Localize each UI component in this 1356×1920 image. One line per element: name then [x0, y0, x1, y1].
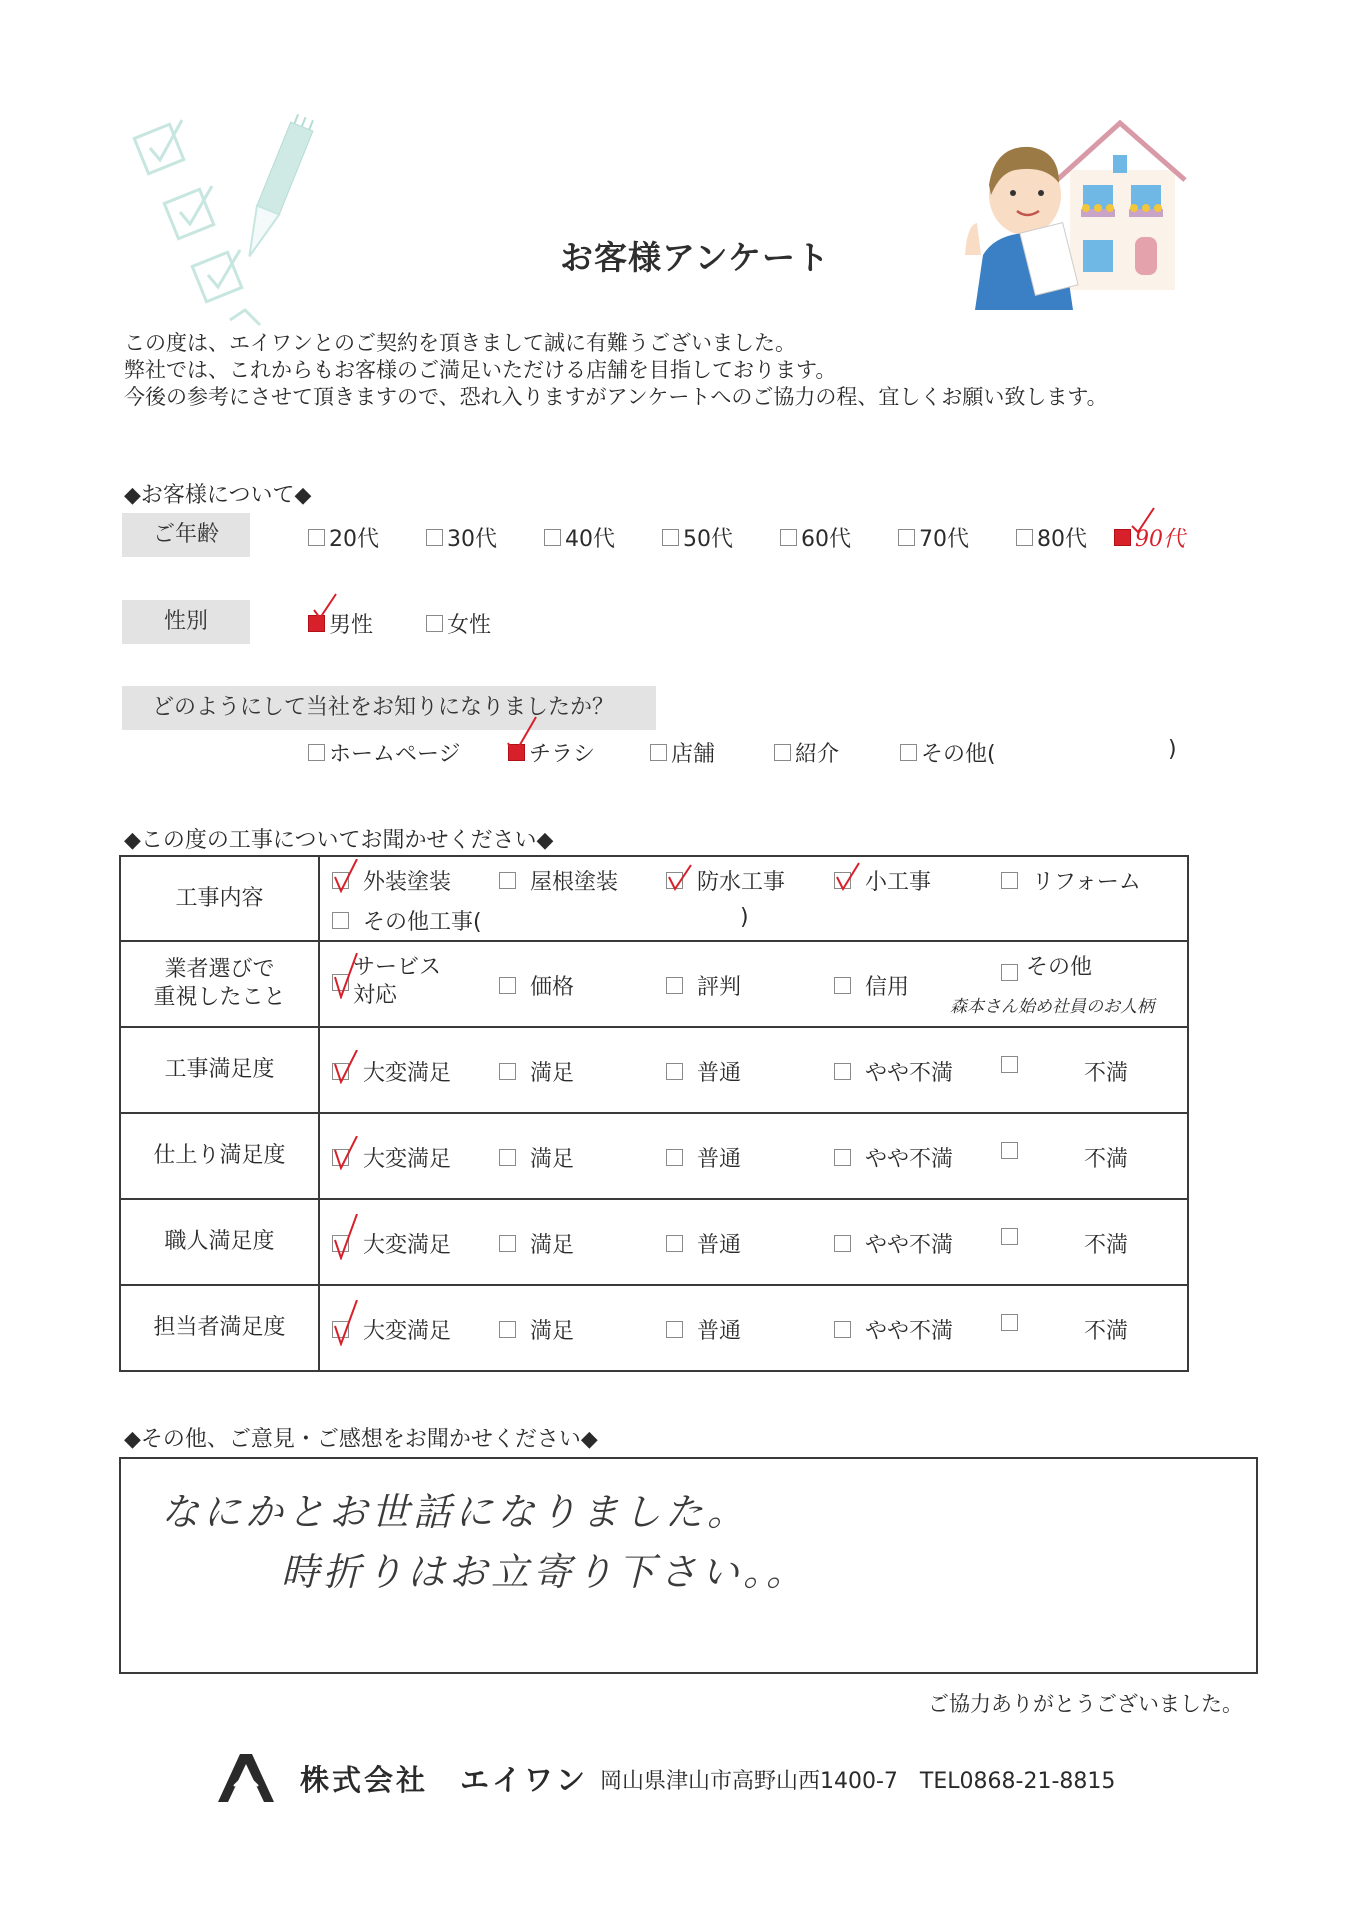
checkbox[interactable]: [1001, 964, 1018, 981]
age-option-60s[interactable]: 60代: [780, 522, 851, 553]
rating-option-somewhat-dissatisfied[interactable]: やや不満: [834, 1056, 953, 1087]
red-check-mark-icon: [333, 1300, 359, 1346]
source-options: [308, 737, 1208, 767]
checkbox[interactable]: [332, 912, 349, 929]
reason-option-service[interactable]: サービス 対応: [332, 954, 441, 1010]
checkbox-checked[interactable]: [666, 872, 683, 889]
rating-option-very-satisfied[interactable]: 大変満足: [332, 1314, 451, 1345]
checkbox-checked[interactable]: [834, 872, 851, 889]
checkbox[interactable]: [499, 1235, 516, 1252]
red-check-mark-icon: [333, 1136, 359, 1170]
page-title: お客様アンケート: [560, 238, 831, 277]
checkbox[interactable]: [834, 1235, 851, 1252]
rating-label-dissatisfied: 不満: [1084, 1147, 1129, 1172]
row-label: 担当者満足度: [120, 1285, 319, 1371]
rating-label-dissatisfied: 不満: [1084, 1319, 1129, 1344]
rating-option-dissatisfied[interactable]: [1001, 1142, 1032, 1159]
work-option-waterproofing[interactable]: 防水工事: [666, 865, 785, 896]
rating-option-normal[interactable]: 普通: [666, 1142, 741, 1173]
table-row-selection-reason: [120, 941, 1188, 1027]
reason-option-price[interactable]: 価格: [499, 970, 574, 1001]
work-option-exterior-painting[interactable]: 外装塗装: [332, 865, 451, 896]
checkbox[interactable]: [544, 529, 561, 546]
rating-option-satisfied[interactable]: 満足: [499, 1228, 574, 1259]
source-option-store[interactable]: 店舗: [650, 737, 715, 768]
age-options: [308, 522, 1208, 552]
checkbox-checked[interactable]: [332, 1063, 349, 1080]
work-survey-table: [119, 855, 1189, 1372]
intro-line: この度は、エイワンとのご契約を頂きまして誠に有難うございました。: [124, 331, 796, 355]
checkbox[interactable]: [1001, 1142, 1018, 1159]
work-other-close-paren: ): [740, 905, 749, 930]
red-check-mark-icon: [333, 859, 359, 893]
source-option-flyer[interactable]: チラシ: [508, 737, 595, 768]
checkbox[interactable]: [666, 1063, 683, 1080]
reason-other-handwritten: 森本さん始め社員のお人柄: [950, 997, 1154, 1017]
rating-options: [319, 1027, 1188, 1113]
red-check-mark-icon: [667, 859, 693, 893]
section-heading-customer: ◆お客様について◆: [124, 483, 312, 508]
company-name: 株式会社 エイワン: [300, 1763, 589, 1797]
red-check-mark-icon: [333, 1050, 359, 1084]
checkbox[interactable]: [666, 977, 683, 994]
checkbox[interactable]: [499, 1321, 516, 1338]
work-option-roof-painting[interactable]: 屋根塗装: [499, 865, 618, 896]
red-check-mark-icon: [333, 1214, 359, 1260]
gender-label: 性別: [122, 600, 250, 644]
source-option-homepage[interactable]: ホームページ: [308, 737, 461, 768]
rating-options: [319, 1285, 1188, 1371]
checkbox[interactable]: [898, 529, 915, 546]
rating-option-very-satisfied[interactable]: 大変満足: [332, 1142, 451, 1173]
rating-option-somewhat-dissatisfied[interactable]: やや不満: [834, 1142, 953, 1173]
rating-option-satisfied[interactable]: 満足: [499, 1056, 574, 1087]
gender-option-male[interactable]: 男性: [308, 608, 373, 639]
company-logo-icon: [214, 1752, 278, 1804]
rating-option-dissatisfied[interactable]: [1001, 1056, 1032, 1073]
checkbox[interactable]: [426, 529, 443, 546]
table-row-rating: [120, 1027, 1188, 1113]
row-label: 工事内容: [120, 856, 319, 941]
intro-text: [124, 330, 1108, 411]
rating-option-very-satisfied[interactable]: 大変満足: [332, 1228, 451, 1259]
checkbox[interactable]: [780, 529, 797, 546]
age-option-70s[interactable]: 70代: [898, 522, 969, 553]
checkbox[interactable]: [834, 1063, 851, 1080]
work-option-reform[interactable]: リフォーム: [1001, 865, 1141, 896]
checkbox[interactable]: [666, 1149, 683, 1166]
comment-handwritten-line1: なにかとお世話になりました。: [161, 1490, 750, 1534]
checkbox[interactable]: [499, 872, 516, 889]
company-address-phone: 岡山県津山市高野山西1400-7 TEL0868-21-8815: [600, 1769, 1116, 1794]
age-option-80s[interactable]: 80代: [1016, 522, 1087, 553]
table-row-work-content: [120, 856, 1188, 941]
checkbox[interactable]: [900, 744, 917, 761]
checkbox[interactable]: [499, 977, 516, 994]
age-option-30s[interactable]: 30代: [426, 522, 497, 553]
rating-option-somewhat-dissatisfied[interactable]: やや不満: [834, 1228, 953, 1259]
source-option-referral[interactable]: 紹介: [774, 737, 839, 768]
red-check-mark-icon: [835, 859, 861, 893]
row-label: 工事満足度: [120, 1027, 319, 1113]
table-row-rating: [120, 1285, 1188, 1371]
rating-option-dissatisfied[interactable]: [1001, 1228, 1032, 1245]
reason-other-label: その他: [1026, 955, 1093, 980]
rating-option-somewhat-dissatisfied[interactable]: やや不満: [834, 1314, 953, 1345]
thanks-text: ご協力ありがとうございました。: [928, 1692, 1243, 1716]
rating-option-dissatisfied[interactable]: [1001, 1314, 1032, 1331]
checkbox[interactable]: [666, 1235, 683, 1252]
section-heading-comments: ◆その他、ご意見・ご感想をお聞かせください◆: [124, 1427, 598, 1452]
red-check-mark-icon: [506, 715, 538, 759]
comment-handwritten-line2: 時折りはお立寄り下さい。。: [281, 1550, 809, 1594]
rating-option-very-satisfied[interactable]: 大変満足: [332, 1056, 451, 1087]
checkbox[interactable]: [666, 1321, 683, 1338]
rating-option-normal[interactable]: 普通: [666, 1314, 741, 1345]
checkbox[interactable]: [308, 744, 325, 761]
checkbox-checked[interactable]: [332, 1235, 349, 1252]
row-label: 業者選びで 重視したこと: [120, 941, 319, 1027]
age-label: ご年齢: [122, 513, 250, 557]
checkbox[interactable]: [1016, 529, 1033, 546]
table-row-rating: [120, 1113, 1188, 1199]
checkbox-checked[interactable]: [332, 974, 349, 991]
source-question: どのようにして当社をお知りになりましたか？: [122, 686, 656, 730]
intro-line: 弊社では、これからもお客様のご満足いただける店舗を目指しております。: [124, 358, 837, 382]
rating-option-normal[interactable]: 普通: [666, 1228, 741, 1259]
checkbox[interactable]: [1001, 1314, 1018, 1331]
intro-line: 今後の参考にさせて頂きますので、恐れ入りますがアンケートへのご協力の程、宜しくお願い致します。: [124, 385, 1108, 409]
gender-option-female[interactable]: 女性: [426, 608, 491, 639]
checkbox[interactable]: [1001, 1228, 1018, 1245]
checkbox[interactable]: [834, 1149, 851, 1166]
rating-label-dissatisfied: 不満: [1084, 1061, 1129, 1086]
checkbox[interactable]: [662, 529, 679, 546]
reason-option-trust[interactable]: 信用: [834, 970, 909, 1001]
rating-option-satisfied[interactable]: 満足: [499, 1314, 574, 1345]
red-check-mark-icon: [310, 592, 340, 622]
work-option-small-work[interactable]: 小工事: [834, 865, 931, 896]
reason-option-reputation[interactable]: 評判: [666, 970, 741, 1001]
checkbox-checked[interactable]: [332, 1321, 349, 1338]
rating-option-normal[interactable]: 普通: [666, 1056, 741, 1087]
age-option-40s[interactable]: 40代: [544, 522, 615, 553]
row-label: 職人満足度: [120, 1199, 319, 1285]
salesman-house-illustration: [955, 115, 1205, 310]
checkbox[interactable]: [834, 1321, 851, 1338]
rating-options: [319, 1113, 1188, 1199]
comment-box[interactable]: [119, 1457, 1258, 1674]
source-option-other[interactable]: その他(: [900, 737, 996, 768]
age-option-20s[interactable]: 20代: [308, 522, 379, 553]
checkbox-checked[interactable]: [332, 1149, 349, 1166]
checkbox[interactable]: [774, 744, 791, 761]
checkbox[interactable]: [499, 1149, 516, 1166]
rating-option-satisfied[interactable]: 満足: [499, 1142, 574, 1173]
checkbox[interactable]: [426, 615, 443, 632]
checkbox[interactable]: [499, 1063, 516, 1080]
age-option-50s[interactable]: 50代: [662, 522, 733, 553]
checkbox[interactable]: [1001, 1056, 1018, 1073]
work-option-other[interactable]: その他工事(: [332, 905, 482, 936]
row-label: 仕上り満足度: [120, 1113, 319, 1199]
checkbox[interactable]: [308, 529, 325, 546]
checkbox[interactable]: [834, 977, 851, 994]
table-row-rating: [120, 1199, 1188, 1285]
checkbox[interactable]: [1001, 872, 1018, 889]
age-option-90s-handwritten[interactable]: 90代: [1114, 522, 1185, 553]
checkbox-checked[interactable]: [332, 872, 349, 889]
gender-options: [308, 608, 608, 638]
red-check-mark-icon: [1128, 506, 1158, 536]
checkbox[interactable]: [650, 744, 667, 761]
checklist-pencil-illustration: [120, 110, 320, 330]
rating-options: [319, 1199, 1188, 1285]
section-heading-work: ◆この度の工事についてお聞かせください◆: [124, 828, 554, 853]
source-other-close-paren: ): [1168, 737, 1177, 762]
rating-label-dissatisfied: 不満: [1084, 1233, 1129, 1258]
